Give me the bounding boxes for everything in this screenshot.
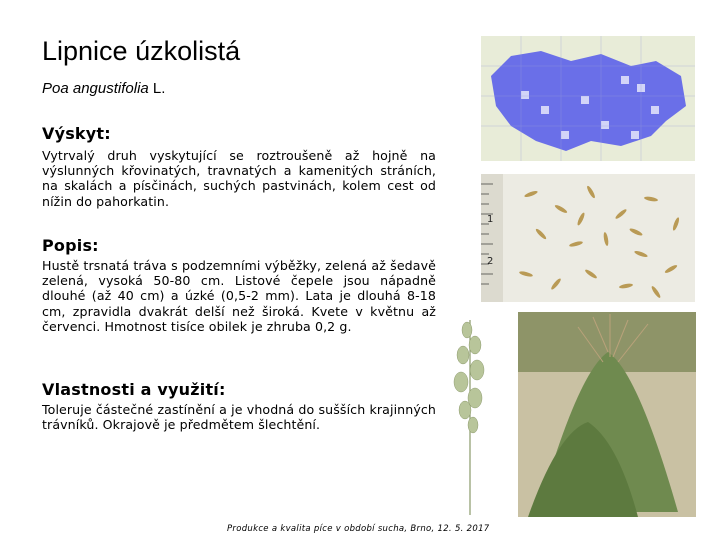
ruler-mark-2: 2 — [487, 256, 494, 267]
section-text-description: Hustě trsnatá tráva s podzemními výběžky, zelená až šedavě zelená, vysoká 50-80 cm. Listové čepele jsou nápadně dlouhé (až 40 cm) a úzké (0,5-2 mm). Lata je dlouhá 8-18 cm, zpravidla dvakrát delší než široká. Kvete v květnu až červenci. Hmotnost tisíce obilek je zhruba 0,2 g. — [42, 258, 436, 334]
panicle-spikelets — [454, 322, 484, 433]
footer-caption: Produkce a kvalita píce v období sucha, Brno, 12. 5. 2017 — [227, 524, 490, 534]
section-heading-uses: Vlastnosti a využití: — [42, 380, 226, 399]
distribution-map-image — [481, 36, 695, 161]
section-heading-description: Popis: — [42, 236, 99, 255]
section-text-occurrence: Vytrvalý druh vyskytující se roztroušeně až hojně na výslunných křovinatých, travnatých a kamenitých stráních, na skalách a písčinách, suchých pastvinách, kolem cest od nížin do pahorkatin. — [42, 148, 436, 209]
latin-name — [42, 80, 165, 97]
section-text-uses: Toleruje částečné zastínění a je vhodná do sušších krajinných trávníků. Okrajově je předmětem šlechtění. — [42, 402, 436, 433]
latin-author: L. — [148, 80, 166, 97]
latin-genus-species: Poa angustifolia — [42, 80, 149, 97]
seeds-image — [481, 174, 695, 302]
grass-tuft-image — [518, 312, 696, 517]
panicle-image — [445, 310, 495, 520]
seeds-background — [481, 174, 695, 302]
ruler-mark-1: 1 — [487, 214, 494, 225]
page-title: Lipnice úzkolistá — [42, 36, 241, 66]
ruler — [481, 174, 503, 302]
section-heading-occurrence: Výskyt: — [42, 124, 111, 143]
